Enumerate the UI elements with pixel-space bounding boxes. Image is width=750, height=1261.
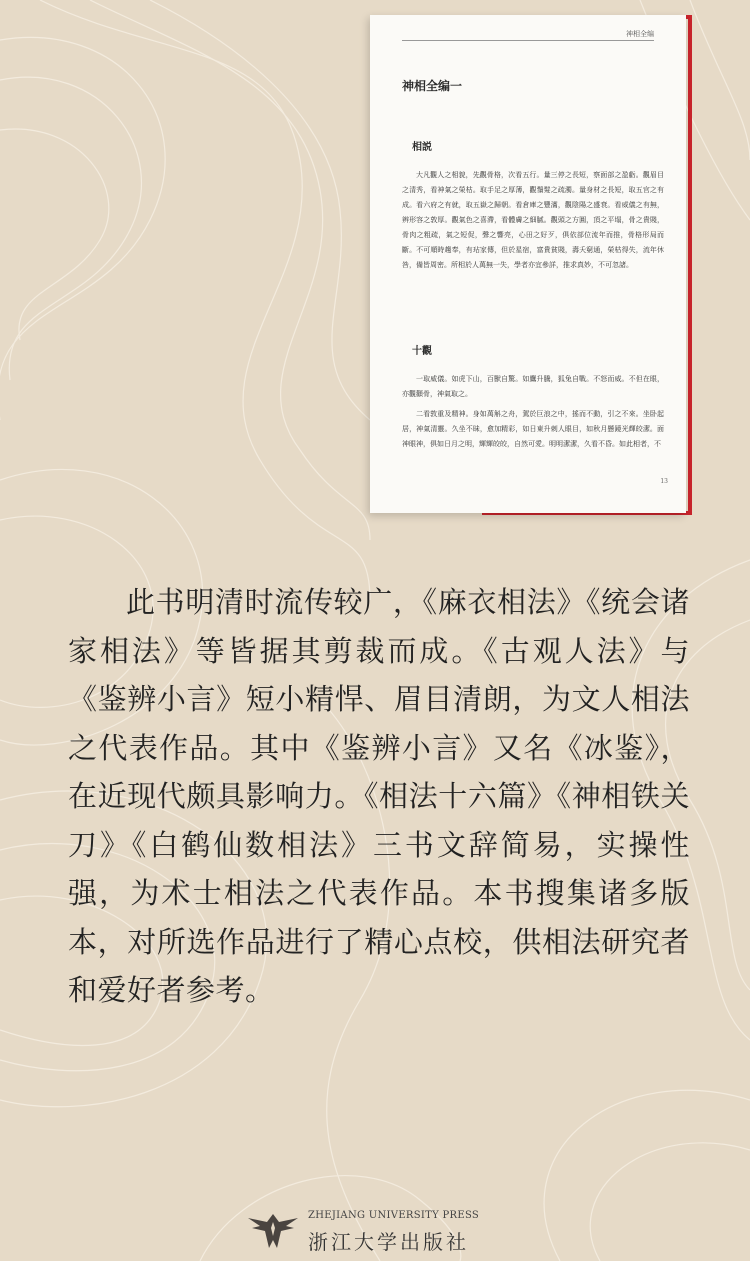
- page-number: 13: [660, 478, 668, 485]
- header-rule: [402, 40, 654, 41]
- running-head: 神相全编: [626, 30, 654, 38]
- red-border-right: [688, 15, 692, 515]
- section-title-shiguan: 十觀: [412, 346, 432, 357]
- section-body-xiangshuo: 大凡觀人之相貌，先觀骨格，次看五行。量三停之長短，察面部之盈虧。觀眉目之清秀，看神氣之榮枯。取手足之厚薄，觀鬚髮之疏濁。量身材之長短，取五官之有成。看六府之有就，取五嶽之歸朝。看倉庫之豐滿，觀陰陽之盛衰。看威儀之有無，辨形容之敦厚。觀氣色之喜滯，看體膚之細膩。觀頭之方圓，頂之平塌，骨之貴賤，骨肉之粗疏，氣之短促，聲之響亮，心田之好歹，俱依部位流年而推，骨格形局而斷。不可順時趨奉，有玷家傳，但於星宿，富貴貧賤，壽夭窮通，榮枯得失，流年休咎，備皆周密。所相於人萬無一失，學者亦宜參詳，推求真妙，不可忽諸。: [402, 171, 664, 269]
- book-description: 此书明清时流传较广，《麻衣相法》《统会诸家相法》等皆据其剪裁而成。《古观人法》与《鉴辨小言》短小精悍、眉目清朗，为文人相法之代表作品。其中《鉴辨小言》又名《冰鉴》，在近现代颇具影响力。《相法十六篇》《神相铁关刀》《白鹤仙数相法》三书文辞简易，实操性强，为术士相法之代表作品。本书搜集诸多版本，对所选作品进行了精心点校，供相法研究者和爱好者参考。: [68, 585, 690, 1007]
- publisher-block: [246, 1208, 506, 1258]
- chapter-title: 神相全编一: [402, 79, 463, 93]
- section-body-para: 二看敦重及精神。身如萬斛之舟，駕於巨浪之中，搖而不動，引之不來。坐卧起居，神氣清靈。久坐不昧，愈加精彩，如日東升刺人眼目，如秋月懸鏡光輝皎潔。面神眼神，俱如日月之明，輝輝皎皎，自然可愛。明明潔潔，久看不昏。如此相者，不: [402, 410, 664, 448]
- book-page-preview: [370, 15, 686, 513]
- section-body-para: 一取威儀。如虎下山，百獸自驚。如鷹升騰，狐兔自戰。不怒而威。不但在眼，亦觀顴骨，神氣取之。: [402, 375, 664, 398]
- publisher-name-cn: 浙江大学出版社: [308, 1230, 469, 1254]
- section-title-xiangshuo: 相説: [412, 142, 432, 153]
- eagle-logo-icon: [246, 1210, 300, 1250]
- publisher-name-en: ZHEJIANG UNIVERSITY PRESS: [308, 1210, 480, 1221]
